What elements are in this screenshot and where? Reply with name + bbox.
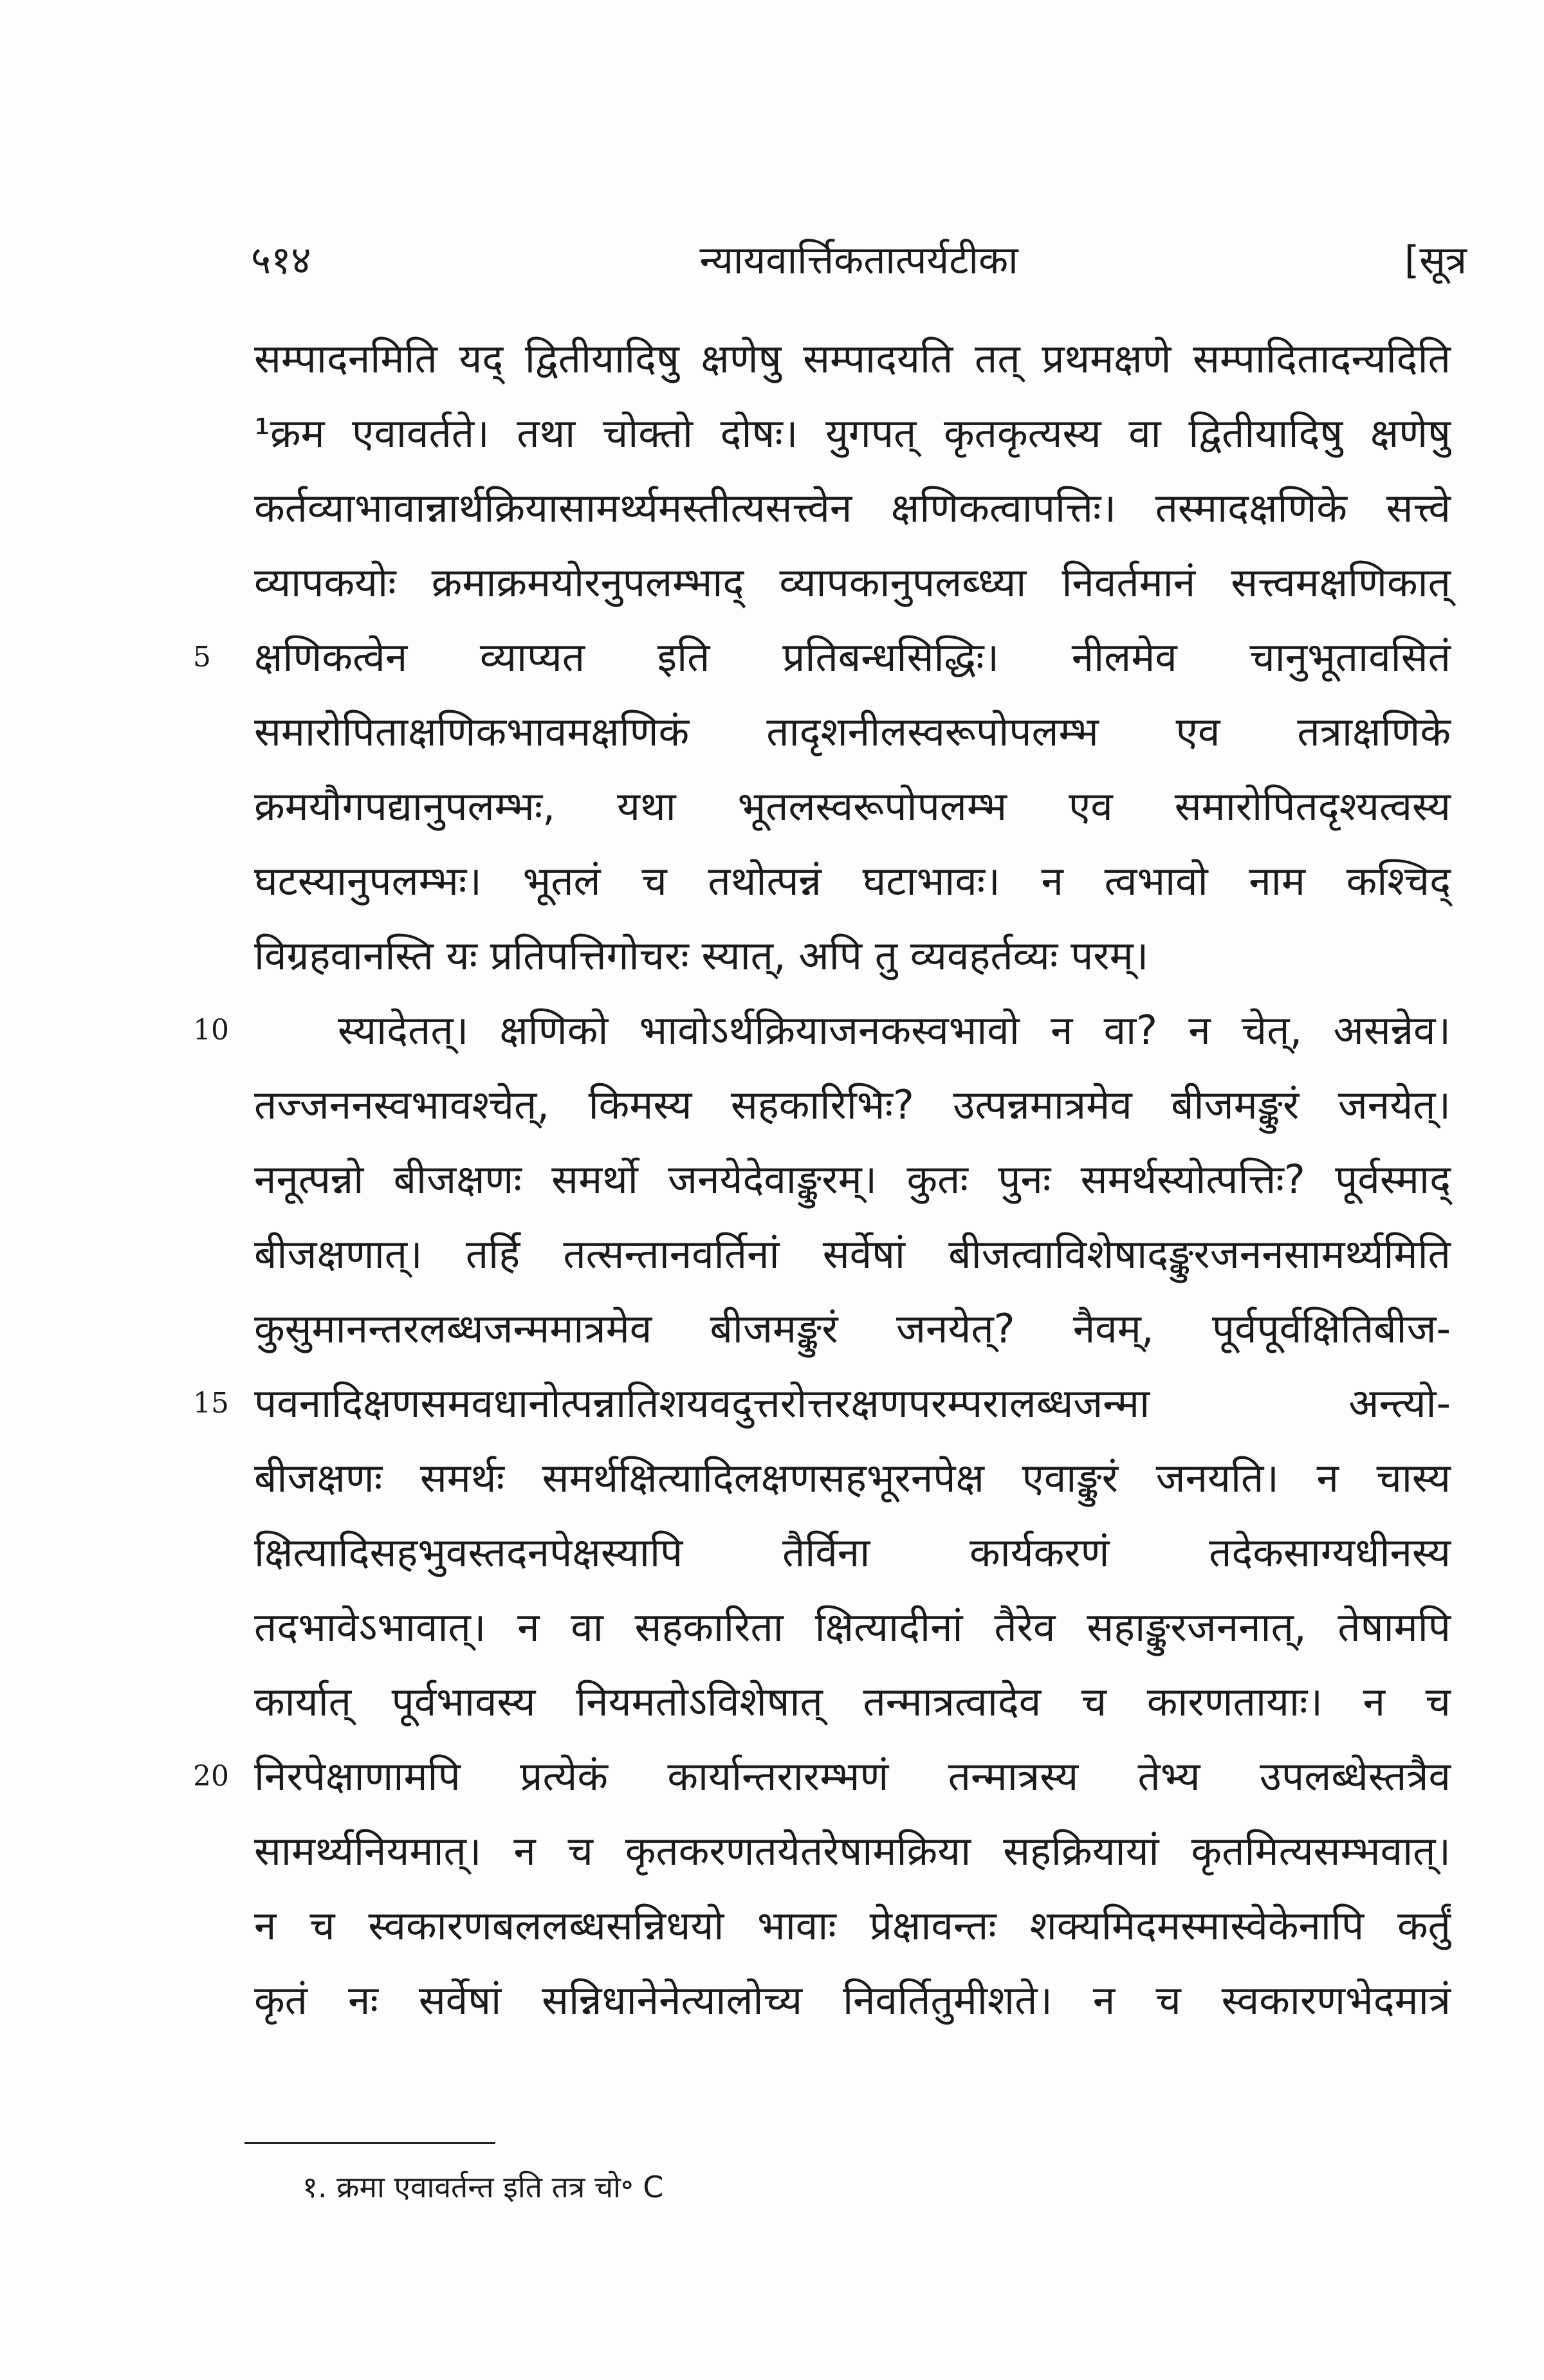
line-text: कृतं नः सर्वेषां सन्निधानेनेत्यालोच्य निवर्तितुमीशते। न च स्वकारणभेदमात्रं — [254, 1977, 1451, 2024]
text-line — [254, 1441, 1451, 1515]
text-line — [254, 471, 1451, 545]
line-text: घटस्यानुपलम्भः। भूतलं च तथोत्पन्नं घटाभावः। न त्वभावो नाम कश्चिद् — [254, 857, 1451, 904]
line-text: विग्रहवानस्ति यः प्रतिपत्तिगोचरः स्यात्, अपि तु व्यवहर्तव्यः परम्। — [254, 932, 1149, 979]
line-number: 20 — [193, 1760, 229, 1793]
line-text: सामर्थ्यनियमात्। न च कृतकरणतयेतरेषामक्रिया सहक्रियायां कृतमित्यसम्भवात्। — [254, 1827, 1451, 1874]
text-line — [254, 1217, 1451, 1292]
text-line — [254, 322, 1451, 396]
text-line — [254, 1068, 1451, 1142]
line-text: निरपेक्षाणामपि प्रत्येकं कार्यान्तरारम्भणं तन्मात्रस्य तेभ्य उपलब्धेस्तत्रैव — [254, 1753, 1451, 1800]
text-line — [254, 1142, 1451, 1217]
text-line — [254, 769, 1451, 844]
line-text: ¹क्रम एवावर्तते। तथा चोक्तो दोषः। युगपत् कृतकृत्यस्य वा द्वितीयादिषु क्षणेषु — [254, 410, 1451, 457]
line-number: 15 — [193, 1387, 229, 1420]
text-line — [254, 919, 1451, 993]
commentary-body — [193, 322, 1451, 2038]
text-line — [254, 844, 1451, 919]
line-text: क्षित्यादिसहभुवस्तदनपेक्षस्यापि तैर्विना कार्यकरणं तदेकसाग्यधीनस्य — [254, 1529, 1451, 1576]
text-line — [193, 620, 1451, 695]
text-line — [254, 396, 1451, 471]
line-text: पवनादिक्षणसमवधानोत्पन्नातिशयवदुत्तरोत्तरक्षणपरम्परालब्धजन्मा अन्त्यो- — [254, 1380, 1451, 1427]
text-line — [193, 1366, 1451, 1441]
line-number: 5 — [193, 641, 211, 673]
text-line — [254, 1963, 1451, 2038]
text-line — [193, 993, 1451, 1068]
page-number: ५१४ — [251, 238, 311, 283]
line-text: बीजक्षणात्। तर्हि तत्सन्तानवर्तिनां सर्वेषां बीजत्वाविशेषादङ्कुरजननसामर्थ्यमिति — [254, 1231, 1451, 1277]
section-mark: [सूत्र — [1404, 238, 1467, 283]
line-text: कर्तव्याभावान्नार्थक्रियासामर्थ्यमस्तीत्यसत्त्वेन क्षणिकत्वापत्तिः। तस्मादक्षणिके सत्त्वे — [254, 484, 1451, 531]
line-text: बीजक्षणः समर्थः समर्थक्षित्यादिलक्षणसहभूरनपेक्ष एवाङ्कुरं जनयति। न चास्य — [254, 1454, 1451, 1501]
text-line — [254, 695, 1451, 769]
running-title: न्यायवार्त्तिकतात्पर्यटीका — [699, 238, 1018, 283]
line-text: क्रमयौगपद्यानुपलम्भः, यथा भूतलस्वरूपोपलम्भ एव समारोपितदृश्यत्वस्य — [254, 783, 1451, 830]
text-line — [254, 545, 1451, 620]
line-text: न च स्वकारणबललब्धसन्निधयो भावाः प्रेक्षावन्तः शक्यमिदमस्मास्वेकेनापि कर्तुं — [254, 1902, 1451, 1949]
text-line — [254, 1665, 1451, 1739]
line-text: स्यादेतत्। क्षणिको भावोऽर्थक्रियाजनकस्वभावो न वा? न चेत्, असन्नेव। — [338, 1007, 1451, 1054]
line-text: तदभावेऽभावात्। न वा सहकारिता क्षित्यादीनां तैरेव सहाङ्कुरजननात्, तेषामपि — [254, 1604, 1451, 1651]
line-text: तज्जननस्वभावश्चेत्, किमस्य सहकारिभिः? उत्पन्नमात्रमेव बीजमङ्कुरं जनयेत्। — [254, 1081, 1451, 1128]
line-text: व्यापकयोः क्रमाक्रमयोरनुपलम्भाद् व्यापकानुपलब्ध्या निवर्तमानं सत्त्वमक्षणिकात् — [254, 559, 1451, 606]
page-header — [251, 232, 1467, 289]
line-text: क्षणिकत्वेन व्याप्यत इति प्रतिबन्धसिद्धिः। नीलमेव चानुभूतावसितं — [254, 634, 1451, 681]
text-line — [254, 1515, 1451, 1590]
line-text: समारोपिताक्षणिकभावमक्षणिकं तादृशनीलस्वरूपोपलम्भ एव तत्राक्षणिके — [254, 708, 1451, 755]
line-text: कुसुमानन्तरलब्धजन्ममात्रमेव बीजमङ्कुरं जनयेत्? नैवम्, पूर्वपूर्वक्षितिबीज- — [254, 1305, 1451, 1352]
line-text: ननूत्पन्नो बीजक्षणः समर्थो जनयेदेवाङ्कुरम्। कुतः पुनः समर्थस्योत्पत्तिः? पूर्वस्माद् — [254, 1156, 1451, 1203]
text-line — [254, 1814, 1451, 1889]
line-text: सम्पादनमिति यद् द्वितीयादिषु क्षणेषु सम्पादयति तत् प्रथमक्षणे सम्पादितादन्यदिति — [254, 335, 1451, 382]
footnote: १. क्रमा एवावर्तन्त इति तत्र चो॰ C — [302, 2170, 664, 2204]
footnote-rule — [244, 2142, 495, 2144]
line-number: 10 — [193, 1014, 229, 1047]
text-line — [193, 1739, 1451, 1814]
text-line — [254, 1889, 1451, 1963]
text-line — [254, 1590, 1451, 1665]
line-text: कार्यात् पूर्वभावस्य नियमतोऽविशेषात् तन्मात्रत्वादेव च कारणतायाः। न च — [254, 1678, 1451, 1725]
text-line — [254, 1292, 1451, 1366]
